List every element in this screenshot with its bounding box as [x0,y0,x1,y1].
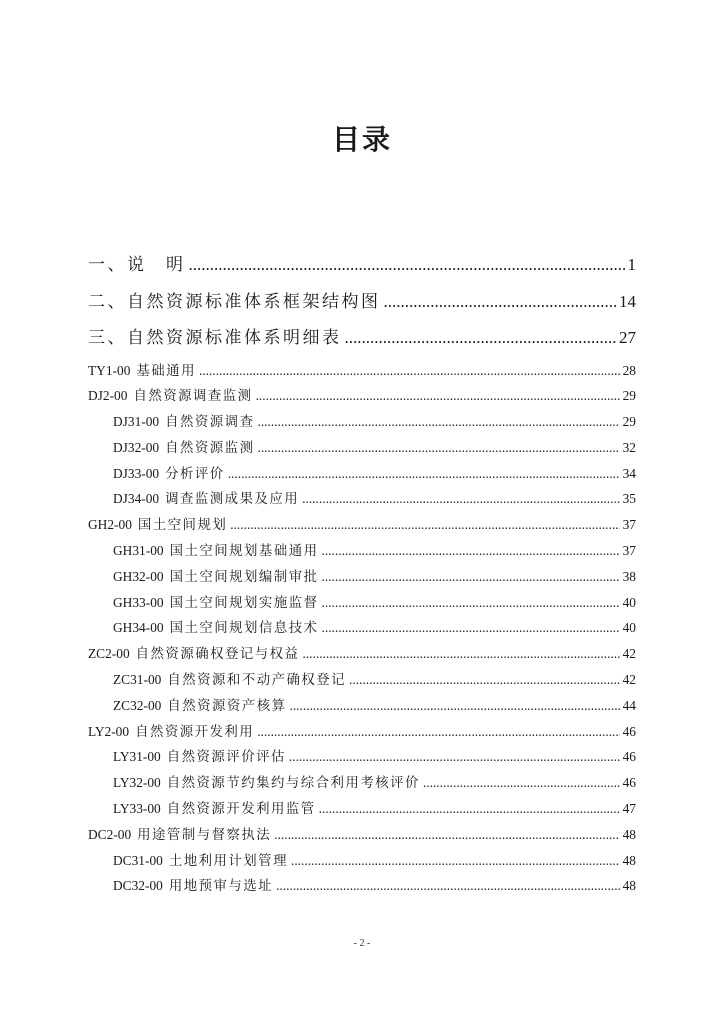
toc-entry[interactable] [88,360,636,386]
toc-entry-page: 47 [622,801,636,817]
toc-entry[interactable] [88,798,636,824]
toc-entry[interactable] [88,463,636,489]
toc-entry-page: 1 [627,255,636,274]
toc-entry-title: 自然资源资产核算 [167,698,287,714]
toc-entry-code: DJ33-00 [113,465,160,481]
toc-entry-title: 自然资源评价评估 [166,750,286,766]
toc-entry-page: 14 [619,291,636,311]
toc-entry-title: 自然资源开发利用监管 [166,802,316,818]
toc-entry[interactable] [88,721,636,747]
toc-entry-title: 自然资源和不动产确权登记 [167,673,347,689]
toc-dot-leader [322,620,620,636]
toc-entry-title: 分析评价 [165,466,225,482]
toc-entry-page: 32 [622,439,636,455]
toc-entry-page: 46 [622,723,636,739]
toc-entry[interactable] [88,772,636,798]
toc-dot-leader [228,466,620,482]
toc-entry-code: DC32-00 [113,878,163,894]
toc-entry-title: 自然资源确权登记与权益 [135,647,300,663]
toc-entry-code: LY2-00 [88,723,130,739]
toc-dot-leader [302,491,619,507]
toc-entry-page: 38 [622,568,636,584]
toc-entry-page: 28 [622,362,636,378]
toc-entry-page: 40 [622,620,636,636]
toc-entry-page: 48 [622,852,636,868]
toc-dot-leader [289,698,619,714]
toc-entry-page: 37 [622,543,636,559]
toc-entry-title: 国土空间规划实施监督 [169,595,319,611]
toc-entry-title: 国土空间规划 [137,518,228,534]
toc-dot-leader [257,724,619,740]
toc-entry[interactable] [88,437,636,463]
toc-entry-code: LY32-00 [113,775,161,791]
toc-entry-page: 48 [622,826,636,842]
toc-entry-code: GH2-00 [88,517,132,533]
page-number: - 2 - [353,938,371,949]
toc-entry-page: 48 [622,878,636,894]
toc-entry[interactable] [88,824,636,850]
toc-entry-page: 40 [622,594,636,610]
toc-entry-code: DC2-00 [88,826,132,842]
toc-entry-code: ZC2-00 [88,646,130,662]
toc-dot-leader [322,569,620,585]
toc-entry-title: 土地利用计划管理 [168,853,288,869]
page-title: 目录 [331,123,392,156]
toc-entry-title: 用地预审与选址 [168,879,274,895]
toc-entry[interactable] [88,514,636,540]
toc-dot-leader [319,801,620,817]
toc-entry[interactable] [88,385,636,411]
toc-entry[interactable] [88,250,636,287]
toc-entry-title: 国土空间规划编制审批 [169,569,319,585]
toc-dot-leader [345,328,617,348]
toc-entry-page: 37 [622,517,636,533]
toc-entry-code: LY33-00 [113,801,161,817]
toc-entry-title: 用途管制与督察执法 [137,827,272,843]
toc-entry-code: DJ2-00 [88,388,128,404]
toc-dot-leader [291,853,620,869]
toc-entry-title: 一、说 明 [88,255,186,275]
toc-entry-page: 35 [622,491,636,507]
toc-dot-leader [302,646,619,662]
toc-entry[interactable] [88,287,636,324]
toc-entry[interactable] [88,643,636,669]
toc-dot-leader [230,517,619,533]
toc-dot-leader [423,775,620,791]
toc-entry-title: 自然资源节约集约与综合利用考核评价 [166,776,420,792]
toc-entry-page: 46 [622,775,636,791]
toc-dot-leader [289,749,620,765]
toc-entry[interactable] [88,411,636,437]
toc-entry-title: 自然资源调查监测 [133,389,253,405]
toc-entry-title: 三、自然资源标准体系明细表 [88,328,342,348]
toc-entry-page: 34 [622,465,636,481]
toc-entry-page: 44 [622,697,636,713]
toc-dot-leader [189,255,625,275]
toc-dot-leader [274,827,619,843]
toc-dot-leader [322,543,620,559]
toc-entry-title: 基础通用 [136,363,196,379]
toc-dot-leader [276,878,620,894]
toc-dot-leader [384,292,617,312]
toc-entry-title: 二、自然资源标准体系框架结构图 [88,291,381,312]
toc-entry-page: 29 [622,388,636,404]
toc-dot-leader [322,595,620,611]
toc-entry-page: 42 [622,646,636,662]
table-of-contents [88,250,636,901]
toc-entry-title: 自然资源监测 [165,440,255,456]
toc-entry-page: 29 [622,414,636,430]
toc-entry-page: 46 [622,749,636,765]
toc-entry-code: DJ31-00 [113,414,160,430]
toc-entry[interactable] [88,566,636,592]
toc-entry[interactable] [88,323,636,360]
toc-entry-page: 42 [622,672,636,688]
toc-entry-title: 国土空间规划信息技术 [169,621,319,637]
toc-entry-title: 国土空间规划基础通用 [169,544,319,560]
toc-entry[interactable] [88,488,636,514]
toc-entry-code: GH31-00 [113,543,164,559]
toc-entry-code: GH33-00 [113,594,164,610]
toc-entry-code: GH34-00 [113,620,164,636]
toc-dot-leader [257,414,619,430]
toc-entry-code: DC31-00 [113,852,163,868]
toc-entry[interactable] [88,875,636,901]
toc-entry[interactable] [88,695,636,721]
toc-entry-code: GH32-00 [113,568,164,584]
toc-entry[interactable] [88,669,636,695]
toc-dot-leader [349,672,620,688]
toc-dot-leader [256,388,620,404]
toc-entry[interactable] [88,746,636,772]
toc-dot-leader [257,440,619,456]
toc-entry-title: 调查监测成果及应用 [165,492,300,508]
toc-entry-page: 27 [619,328,636,347]
toc-entry-code: ZC31-00 [113,672,162,688]
toc-entry-code: ZC32-00 [113,697,162,713]
toc-entry-title: 自然资源开发利用 [135,724,255,740]
toc-entry-code: DJ32-00 [113,439,160,455]
toc-entry-code: TY1-00 [88,362,131,378]
toc-entry[interactable] [88,850,636,876]
toc-entry-code: DJ34-00 [113,491,160,507]
toc-entry[interactable] [88,540,636,566]
toc-entry[interactable] [88,592,636,618]
toc-entry-code: LY31-00 [113,749,161,765]
toc-entry[interactable] [88,617,636,643]
toc-dot-leader [199,363,620,379]
toc-entry-title: 自然资源调查 [165,415,255,431]
